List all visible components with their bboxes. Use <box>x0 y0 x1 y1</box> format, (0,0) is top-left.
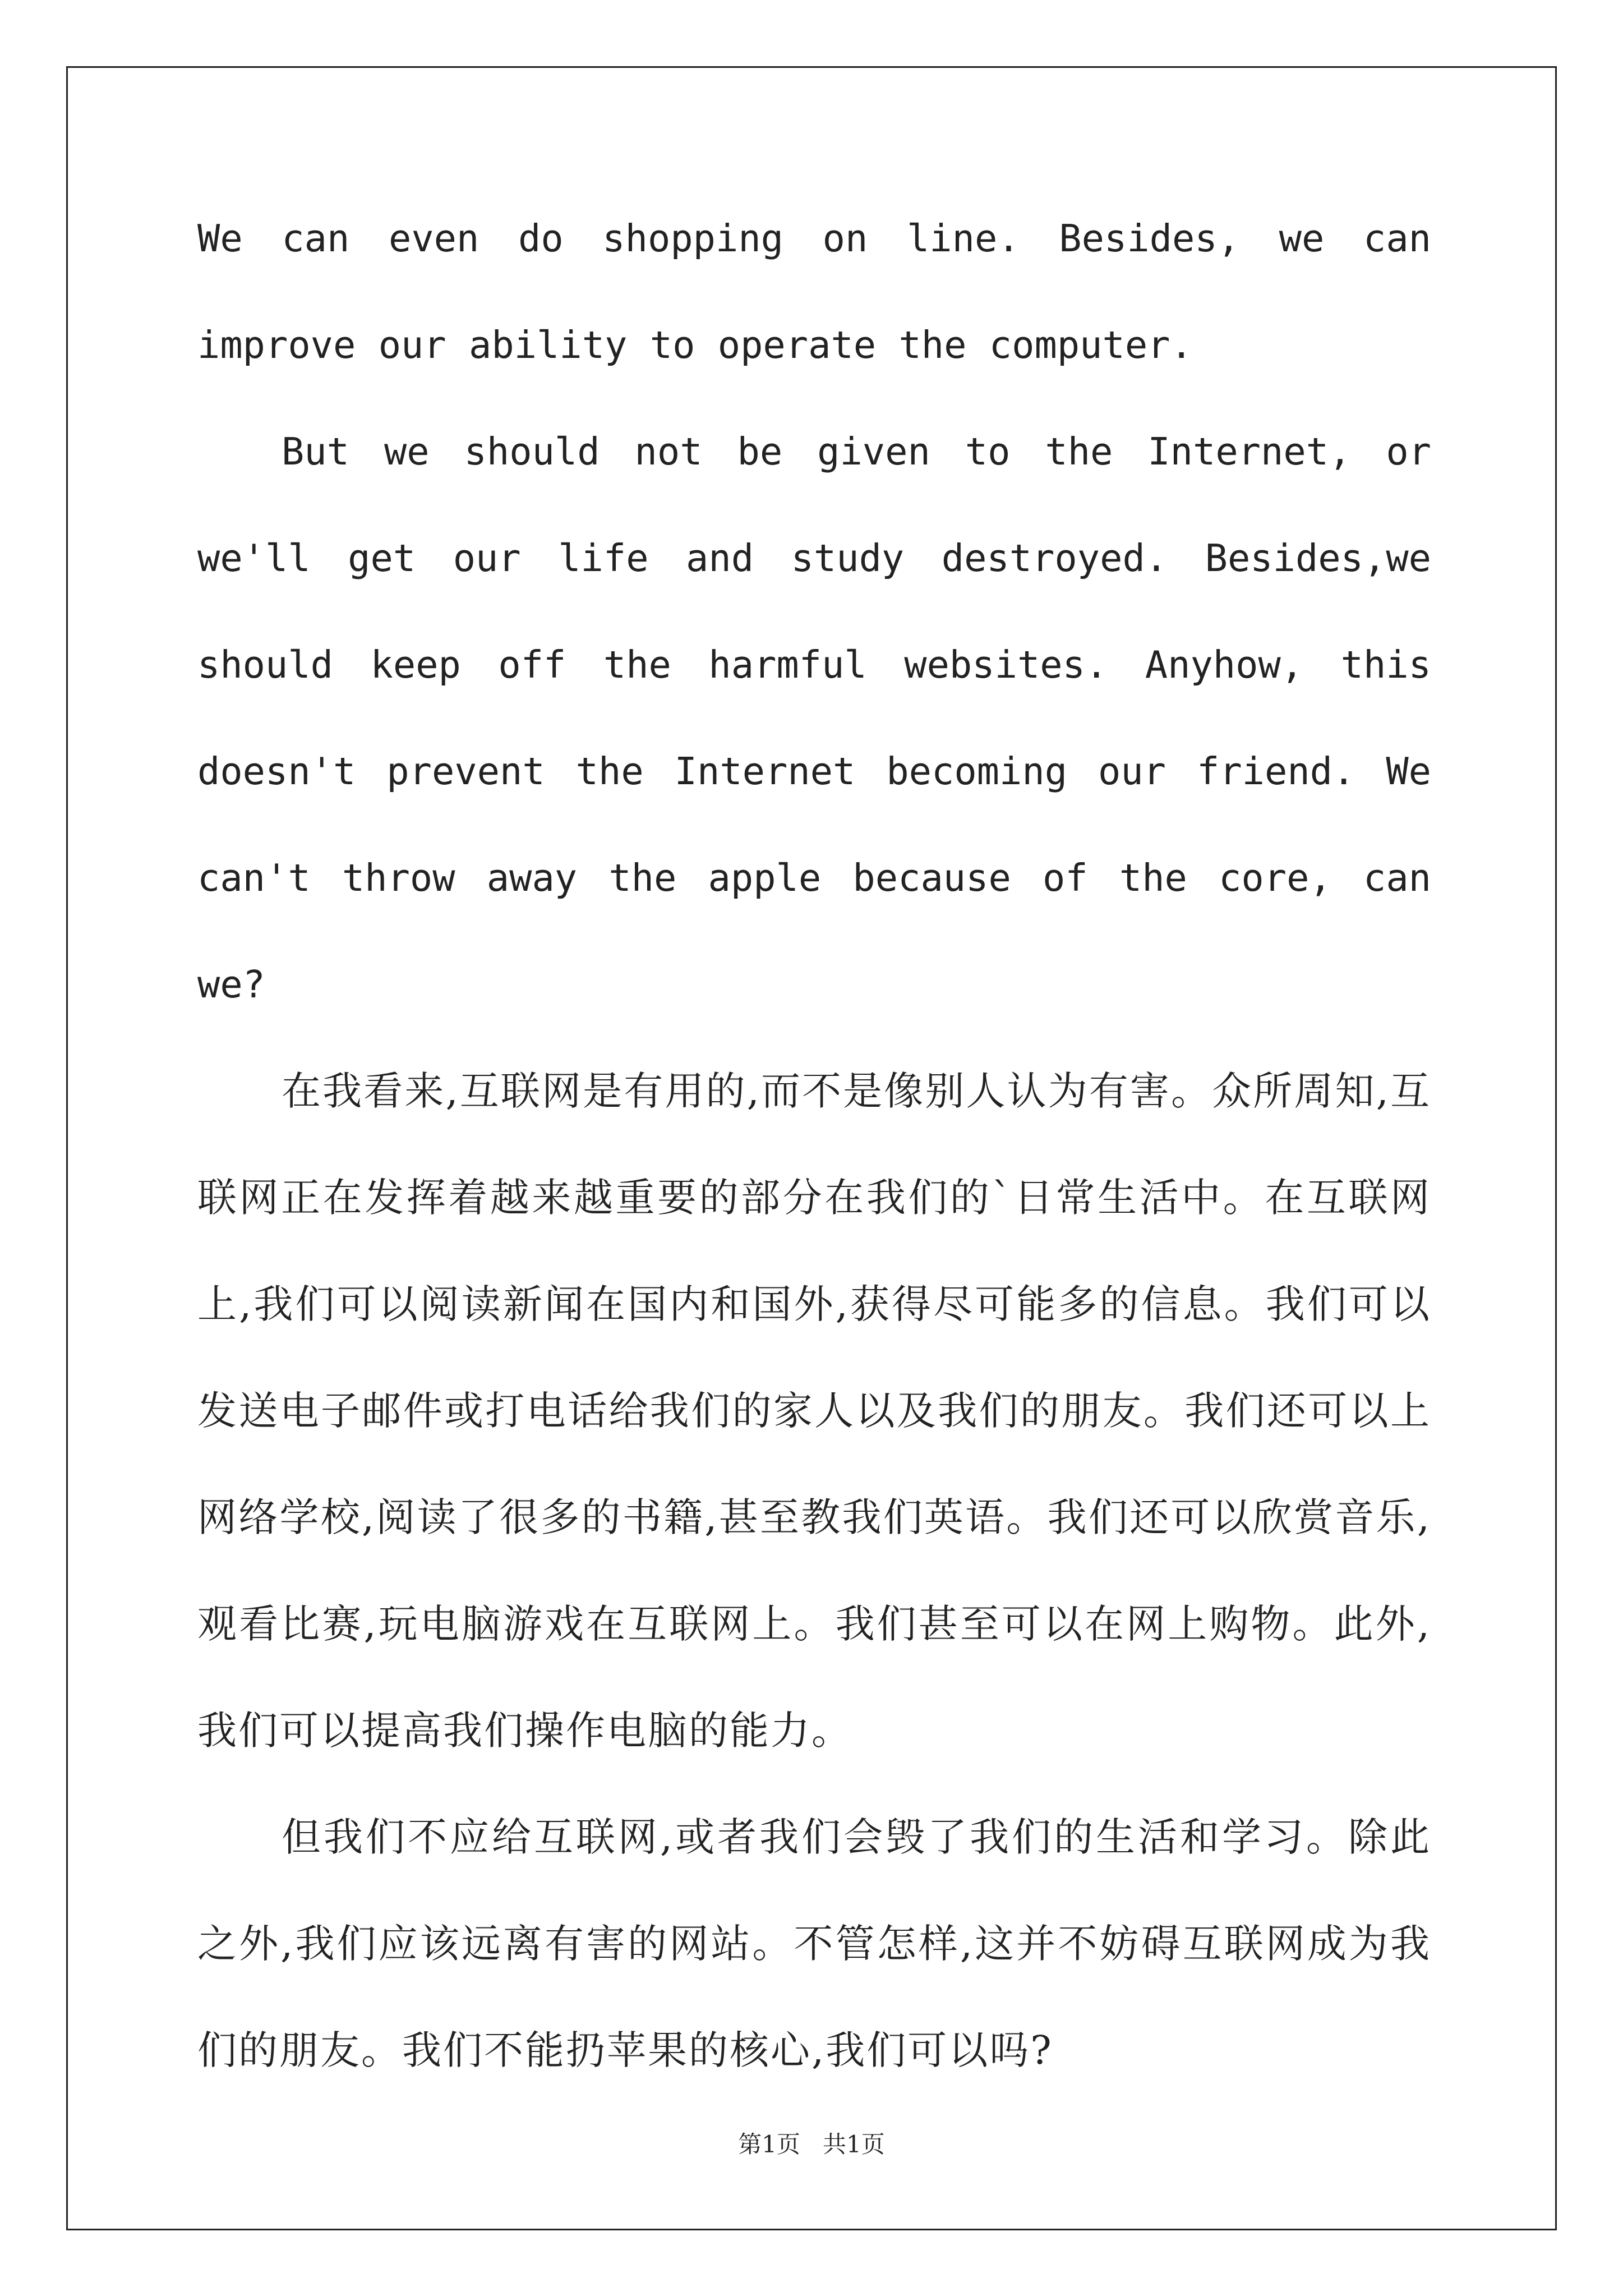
paragraph-zh-2: 但我们不应给互联网,或者我们会毁了我们的生活和学习。除此之外,我们应该远离有害的网站。不管怎样,这并不妨碍互联网成为我们的朋友。我们不能扔苹果的核心,我们可以吗? <box>197 1814 1431 2073</box>
paragraph-zh-1: 在我看来,互联网是有用的,而不是像别人认为有害。众所周知,互联网正在发挥着越来越重要的部分在我们的`日常生活中。在互联网上,我们可以阅读新闻在国内和国外,获得尽可能多的信息。我们可以发送电子邮件或打电话给我们的家人以及我们的朋友。我们还可以上网络学校,阅读了很多的书籍,甚至教我们英语。我们还可以欣赏音乐,观看比赛,玩电脑游戏在互联网上。我们甚至可以在网上购物。此外,我们可以提高我们操作电脑的能力。 <box>197 1068 1431 1754</box>
paragraph-en-2: But we should not be given to the Internet, or we'll get our life and study destroyed. Besides,we should keep off the harmful websites. Anyhow, this doesn't prevent the Internet becoming our friend. We can't throw away the apple because of the core, can we? <box>197 430 1431 1006</box>
document-body <box>197 185 1431 2104</box>
paragraph-en-1: We can even do shopping on line. Besides, we can improve our ability to operate the computer. <box>197 217 1431 367</box>
page-number-footer: 第1页 共1页 <box>738 2131 885 2158</box>
